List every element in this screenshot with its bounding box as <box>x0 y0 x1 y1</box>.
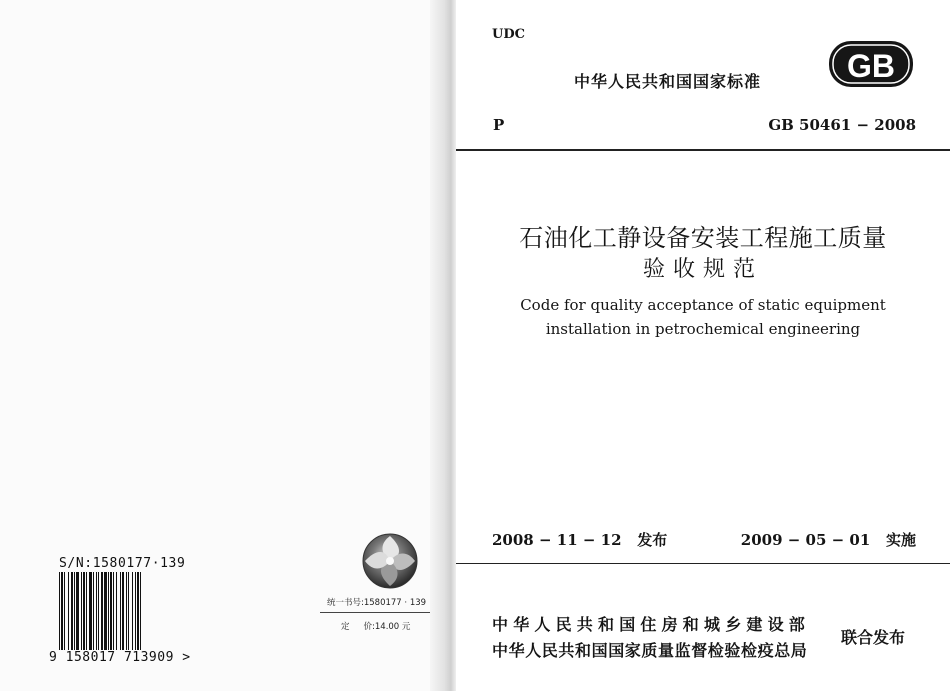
implement-label: 实施 <box>885 531 916 549</box>
unified-book-number: 统一书号:1580177 · 139 <box>327 598 427 608</box>
barcode-bar <box>83 572 85 656</box>
joint-release-label: 联合发布 <box>841 628 906 647</box>
barcode-bar <box>81 572 82 656</box>
publisher-disc-logo <box>361 532 419 590</box>
issue-date-block <box>492 529 667 550</box>
issue-label: 发布 <box>637 531 668 549</box>
back-cover <box>0 0 452 691</box>
implement-date-block <box>741 529 916 550</box>
header-rule <box>456 149 950 151</box>
barcode-bar <box>64 572 65 656</box>
barcode-bar <box>96 572 97 656</box>
barcode-digits: 9 158017 713909 > <box>49 650 191 665</box>
category-code: P <box>493 116 505 134</box>
serial-number-label: S/N:1580177·139 <box>59 556 186 571</box>
barcode-bar <box>71 572 73 656</box>
barcode-bar <box>132 572 133 656</box>
footer-rule <box>456 563 950 564</box>
barcode-bar <box>59 572 60 656</box>
book-spine <box>430 0 456 691</box>
barcode-bar <box>140 572 141 656</box>
barcode-bar <box>89 572 92 656</box>
barcode-bar <box>108 572 109 656</box>
barcode-bar <box>61 572 63 656</box>
price-value: 价:14.00 元 <box>363 622 411 632</box>
barcode-bar <box>135 572 136 656</box>
barcode-bar <box>104 572 107 656</box>
barcode-bar <box>76 572 79 656</box>
title-cn-line2: 验收规范 <box>642 257 763 282</box>
gb-logo <box>828 40 914 88</box>
price-divider <box>320 612 442 613</box>
issue-date: 2008 − 11 − 12 <box>492 531 622 549</box>
barcode-bar <box>110 572 112 656</box>
barcode-bar <box>101 572 103 656</box>
title-cn-line1: 石油化工静设备安装工程施工质量 <box>519 224 887 252</box>
isbn-barcode <box>59 572 180 656</box>
publisher-aqsiq: 中华人民共和国国家质量监督检验检疫总局 <box>492 641 808 660</box>
barcode-bar <box>86 572 87 656</box>
barcode-bar <box>113 572 114 656</box>
price-label: 定 <box>341 622 350 632</box>
barcode-bar <box>126 572 127 656</box>
udc-label: UDC <box>492 27 525 42</box>
barcode-bar <box>122 572 124 656</box>
barcode-bar <box>98 572 99 656</box>
title-en-line1: Code for quality acceptance of static equipment <box>520 296 886 314</box>
barcode-bar <box>68 572 69 656</box>
barcode-bar <box>74 572 75 656</box>
front-cover <box>456 0 950 691</box>
barcode-bar <box>93 572 94 656</box>
barcode-bar <box>128 572 129 656</box>
gb-logo-text: GB <box>847 48 895 84</box>
barcode-bar <box>137 572 139 656</box>
standard-number: GB 50461 − 2008 <box>768 116 916 134</box>
implement-date: 2009 − 05 − 01 <box>740 531 871 549</box>
title-en-line2: installation in petrochemical engineering <box>545 320 861 338</box>
publisher-ministry: 中华人民共和国住房和城乡建设部 <box>492 615 811 634</box>
barcode-bar <box>116 572 117 656</box>
national-standard-heading: 中华人民共和国国家标准 <box>574 72 762 91</box>
price-line <box>341 620 410 632</box>
barcode-bar <box>120 572 121 656</box>
